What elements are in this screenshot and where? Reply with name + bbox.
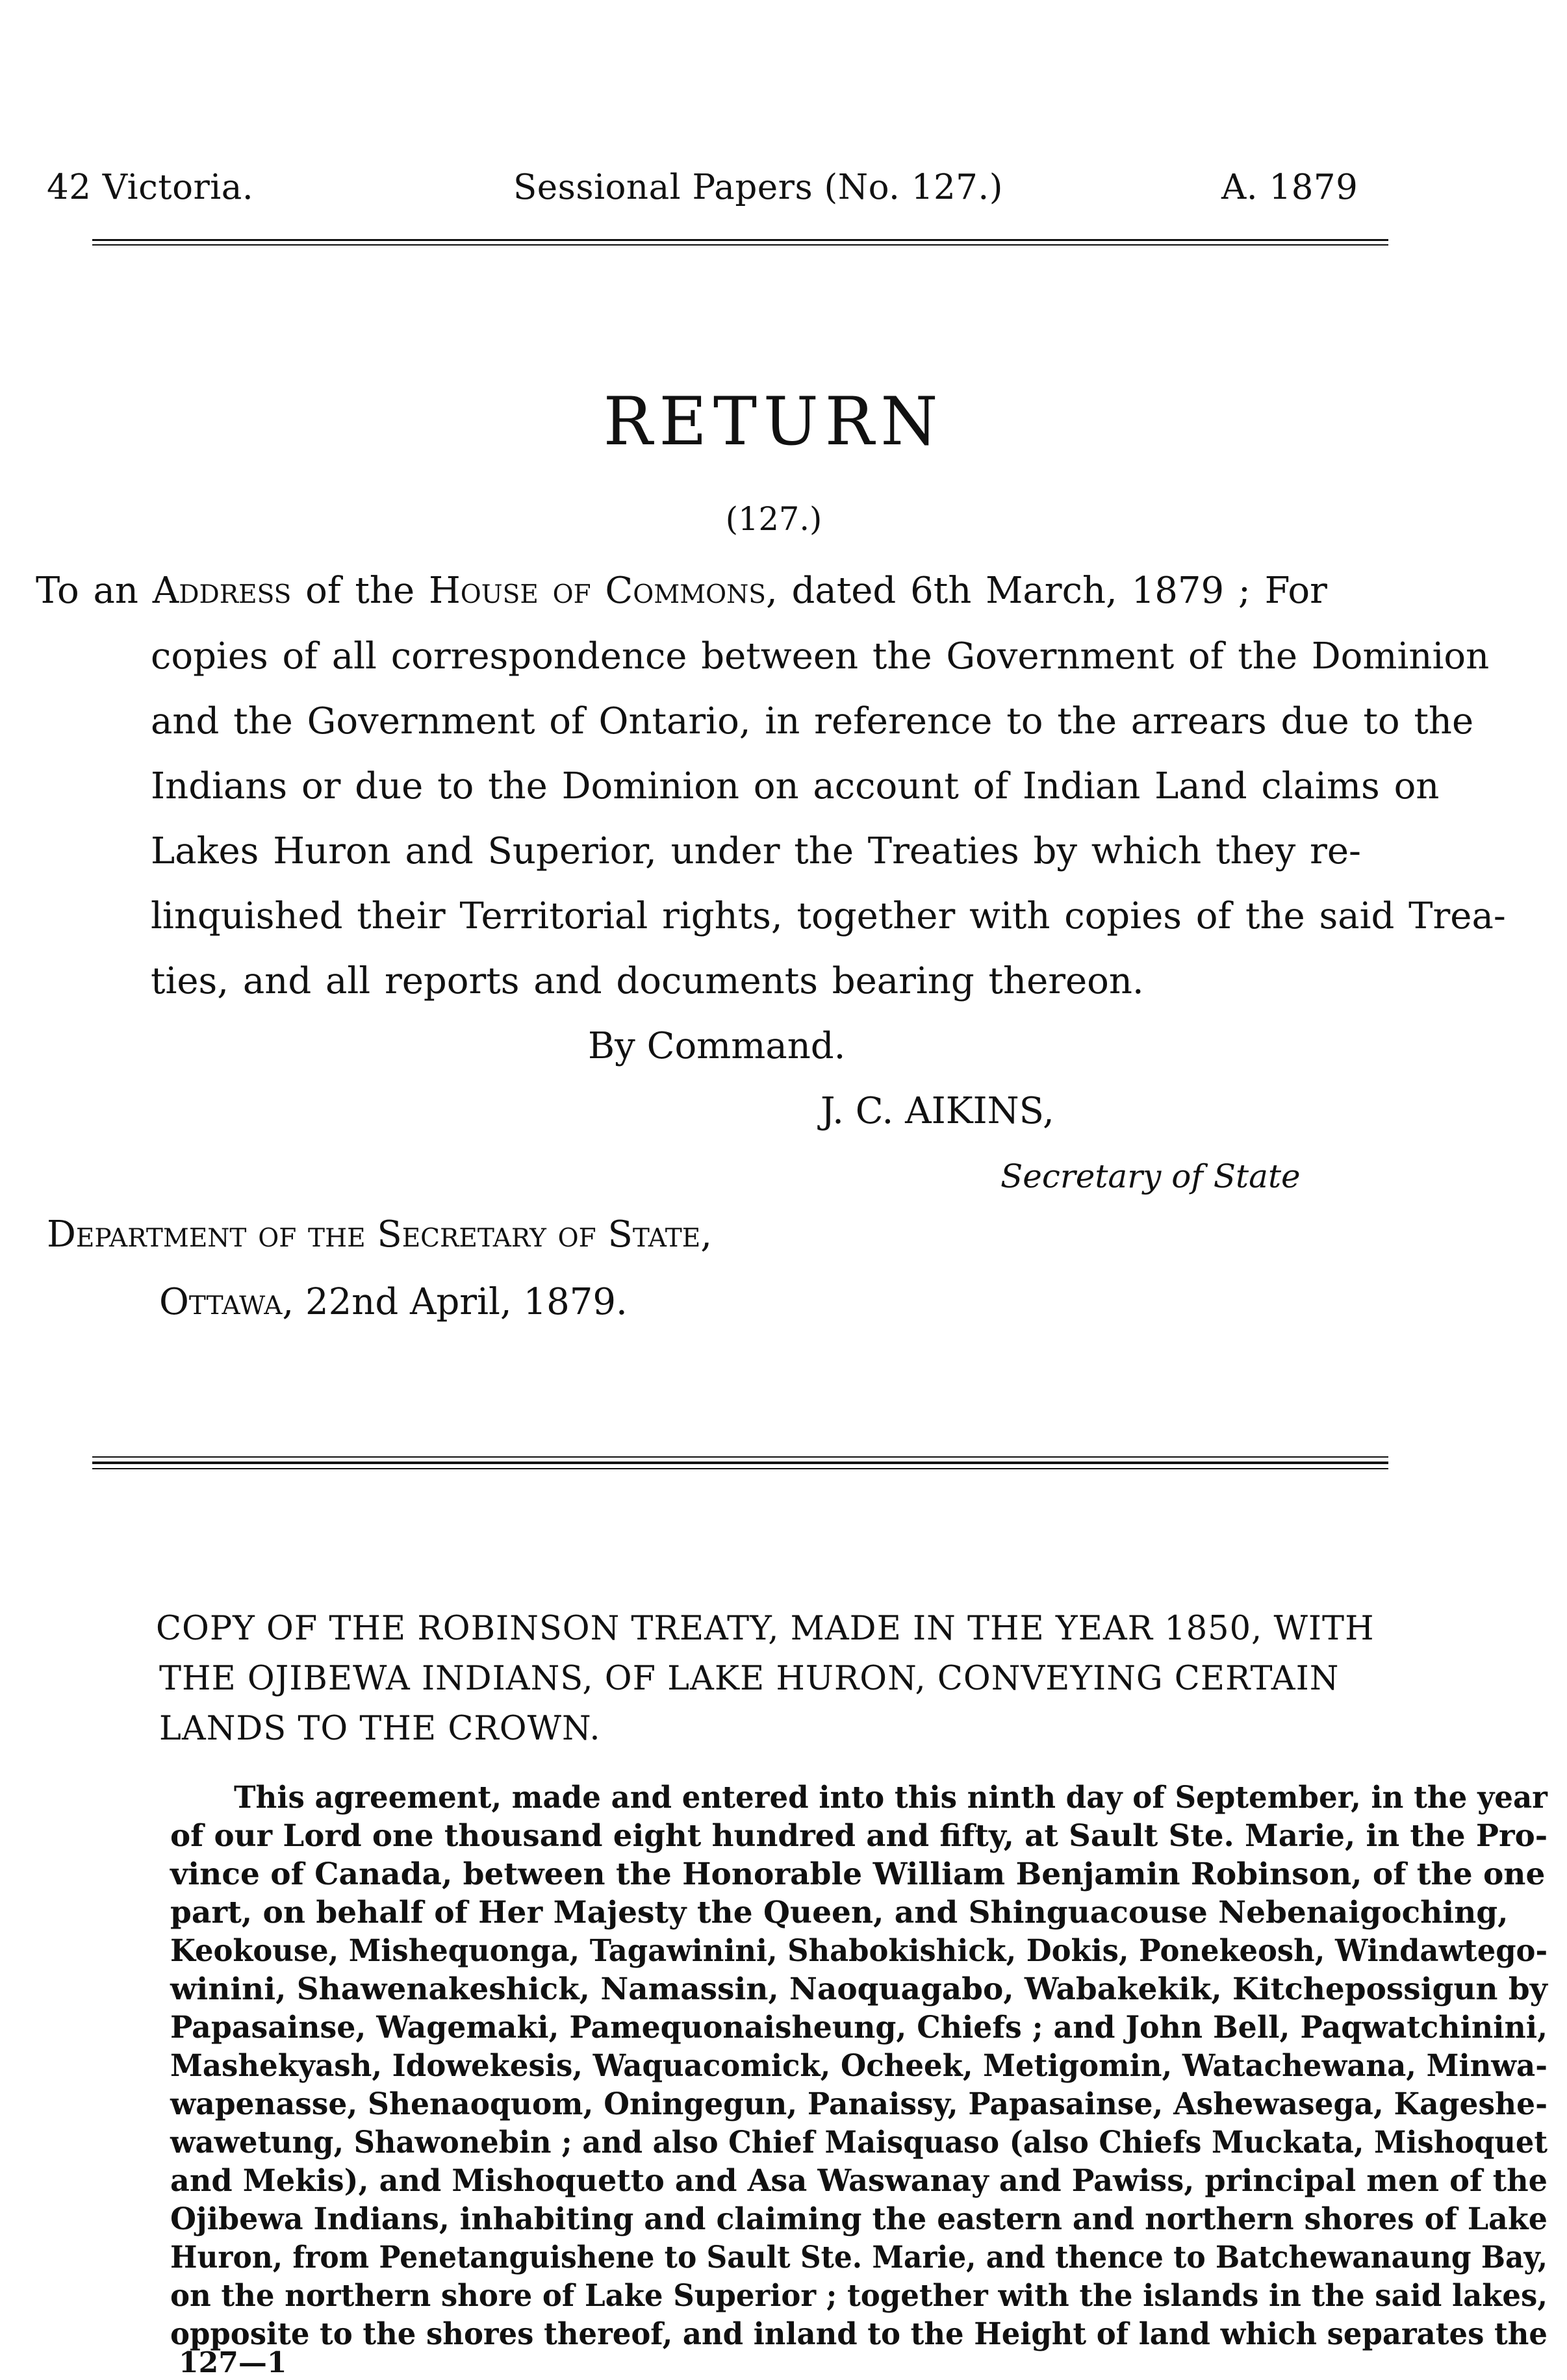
- treaty-body-line: opposite to the shores thereof, and inland to the Height of land which separates the: [170, 2316, 1548, 2352]
- treaty-body-line: of our Lord one thousand eight hundred and fifty, at Sault Ste. Marie, in the Pro-: [170, 1818, 1548, 1854]
- header-rule-bottom: [92, 244, 1388, 246]
- by-command: By Command.: [588, 1025, 846, 1067]
- treaty-body-line: wawetung, Shawonebin ; and also Chief Maisquaso (also Chiefs Muckata, Mishoquet: [170, 2125, 1548, 2160]
- address-of-the: of the: [305, 570, 415, 612]
- treaty-body-line: Papasainse, Wagemaki, Pamequonaisheung, Chiefs ; and John Bell, Paqwatchinini,: [170, 2010, 1548, 2045]
- header-series: Sessional Papers (No. 127.): [513, 168, 1003, 207]
- section-rule-top: [92, 1456, 1388, 1458]
- header-volume: 42 Victoria.: [47, 168, 254, 207]
- treaty-body-line: on the northern shore of Lake Superior ; together with the islands in the said lakes,: [170, 2278, 1548, 2314]
- treaty-body-line: Keokouse, Mishequonga, Tagawinini, Shabokishick, Dokis, Ponekeosh, Windawtego-: [170, 1933, 1548, 1969]
- place: Ottawa,: [159, 1281, 294, 1323]
- place-date: [159, 1281, 628, 1323]
- address-line: ties, and all reports and documents bearing thereon.: [151, 960, 1144, 1002]
- treaty-heading-line: THE OJIBEWA INDIANS, OF LAKE HURON, CONVEYING CERTAIN: [159, 1660, 1340, 1698]
- header-year: A. 1879: [1221, 168, 1358, 207]
- department: Department of the Secretary of State,: [47, 1213, 713, 1256]
- address-word: Address: [152, 570, 292, 612]
- signatory: J. C. AIKINS,: [821, 1090, 1054, 1132]
- address-line: Lakes Huron and Superior, under the Treaties by which they re-: [151, 830, 1361, 872]
- treaty-heading-line: LANDS TO THE CROWN.: [159, 1710, 601, 1748]
- section-rule-middle: [92, 1462, 1388, 1464]
- treaty-body-line: winini, Shawenakeshick, Namassin, Naoquagabo, Wabakekik, Kitchepossigun by: [170, 1971, 1548, 2007]
- treaty-body-line: and Mekis), and Mishoquetto and Asa Waswanay and Pawiss, principal men of the: [170, 2163, 1548, 2199]
- treaty-body-line: part, on behalf of Her Majesty the Queen, and Shinguacouse Nebenaigoching,: [170, 1895, 1509, 1931]
- header-rule-top: [92, 239, 1388, 241]
- treaty-body-line: Ojibewa Indians, inhabiting and claiming the eastern and northern shores of Lake: [170, 2201, 1548, 2237]
- treaty-body-line: vince of Canada, between the Honorable William Benjamin Robinson, of the one: [170, 1856, 1546, 1892]
- address-prefix: To an: [36, 570, 138, 612]
- treaty-body-line: Mashekyash, Idowekesis, Waquacomick, Ocheek, Metigomin, Watachewana, Minwa-: [170, 2048, 1548, 2084]
- treaty-body-line: Huron, from Penetanguishene to Sault Ste. Marie, and thence to Batchewanaung Bay,: [170, 2240, 1548, 2275]
- section-rule-bottom: [92, 1468, 1388, 1469]
- treaty-heading-line: COPY OF THE ROBINSON TREATY, MADE IN THE YEAR 1850, WITH: [156, 1610, 1375, 1648]
- return-number: (127.): [725, 500, 822, 538]
- address-line-1: [36, 570, 1327, 612]
- address-line: copies of all correspondence between the Government of the Dominion: [151, 635, 1490, 677]
- address-line: and the Government of Ontario, in reference to the arrears due to the: [151, 700, 1474, 742]
- treaty-body-first-line: This agreement, made and entered into this ninth day of September, in the year: [234, 1780, 1548, 1816]
- signatory-role: Secretary of State: [1000, 1158, 1301, 1195]
- address-line-1-rest: , dated 6th March, 1879 ; For: [765, 570, 1327, 612]
- address-line: Indians or due to the Dominion on account of Indian Land claims on: [151, 765, 1440, 807]
- treaty-body-line: wapenasse, Shenaoquom, Oningegun, Panaissy, Papasainse, Ashewasega, Kageshe-: [170, 2086, 1548, 2122]
- date: 22nd April, 1879.: [305, 1281, 628, 1323]
- address-line: linquished their Territorial rights, together with copies of the said Trea-: [151, 895, 1506, 937]
- house-of-commons: House of Commons: [428, 570, 766, 612]
- page-number: 127—1: [179, 2346, 287, 2379]
- page-title: RETURN: [603, 383, 945, 461]
